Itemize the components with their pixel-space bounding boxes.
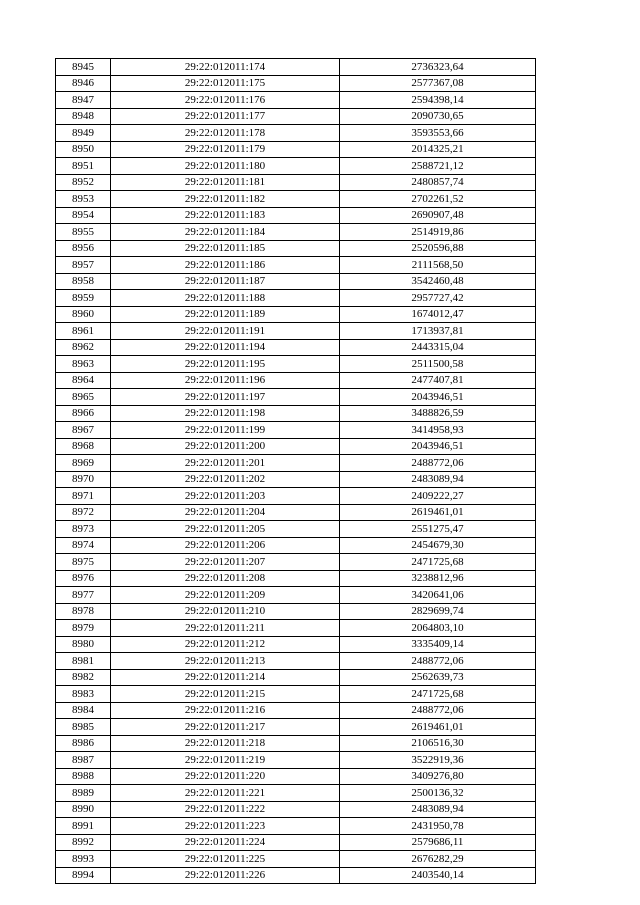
table-row: [56, 587, 536, 604]
table-row: [56, 702, 536, 719]
value-cell: 2579686,11: [340, 834, 536, 851]
value-cell: 2043946,51: [340, 389, 536, 406]
cadastral-number-cell: 29:22:012011:221: [111, 785, 340, 802]
row-number-cell: 8960: [56, 306, 111, 323]
table-row: [56, 207, 536, 224]
table-row: [56, 257, 536, 274]
table-row: [56, 455, 536, 472]
value-cell: 3488826,59: [340, 405, 536, 422]
cadastral-number-cell: 29:22:012011:175: [111, 75, 340, 92]
cadastral-number-cell: 29:22:012011:201: [111, 455, 340, 472]
table-row: [56, 191, 536, 208]
row-number-cell: 8961: [56, 323, 111, 340]
row-number-cell: 8986: [56, 735, 111, 752]
row-number-cell: 8993: [56, 851, 111, 868]
value-cell: 2090730,65: [340, 108, 536, 125]
value-cell: 2043946,51: [340, 438, 536, 455]
row-number-cell: 8956: [56, 240, 111, 257]
row-number-cell: 8987: [56, 752, 111, 769]
row-number-cell: 8994: [56, 867, 111, 884]
value-cell: 1674012,47: [340, 306, 536, 323]
table-row: [56, 669, 536, 686]
table-row: [56, 801, 536, 818]
value-cell: 2520596,88: [340, 240, 536, 257]
row-number-cell: 8979: [56, 620, 111, 637]
row-number-cell: 8969: [56, 455, 111, 472]
table-row: [56, 174, 536, 191]
cadastral-number-cell: 29:22:012011:187: [111, 273, 340, 290]
row-number-cell: 8966: [56, 405, 111, 422]
cadastral-number-cell: 29:22:012011:211: [111, 620, 340, 637]
row-number-cell: 8985: [56, 719, 111, 736]
cadastral-number-cell: 29:22:012011:194: [111, 339, 340, 356]
table-row: [56, 537, 536, 554]
cadastral-number-cell: 29:22:012011:199: [111, 422, 340, 439]
value-cell: 2829699,74: [340, 603, 536, 620]
row-number-cell: 8992: [56, 834, 111, 851]
value-cell: 2483089,94: [340, 801, 536, 818]
cadastral-number-cell: 29:22:012011:223: [111, 818, 340, 835]
cadastral-number-cell: 29:22:012011:198: [111, 405, 340, 422]
row-number-cell: 8959: [56, 290, 111, 307]
cadastral-number-cell: 29:22:012011:179: [111, 141, 340, 158]
row-number-cell: 8977: [56, 587, 111, 604]
value-cell: 2480857,74: [340, 174, 536, 191]
row-number-cell: 8968: [56, 438, 111, 455]
cadastral-number-cell: 29:22:012011:212: [111, 636, 340, 653]
value-cell: 2702261,52: [340, 191, 536, 208]
table-row: [56, 290, 536, 307]
cadastral-number-cell: 29:22:012011:178: [111, 125, 340, 142]
table-row: [56, 851, 536, 868]
row-number-cell: 8990: [56, 801, 111, 818]
cadastral-number-cell: 29:22:012011:191: [111, 323, 340, 340]
cadastral-number-cell: 29:22:012011:181: [111, 174, 340, 191]
cadastral-number-cell: 29:22:012011:219: [111, 752, 340, 769]
cadastral-number-cell: 29:22:012011:184: [111, 224, 340, 241]
table-row: [56, 108, 536, 125]
cadastral-number-cell: 29:22:012011:208: [111, 570, 340, 587]
row-number-cell: 8963: [56, 356, 111, 373]
cadastral-number-cell: 29:22:012011:188: [111, 290, 340, 307]
cadastral-number-cell: 29:22:012011:203: [111, 488, 340, 505]
value-cell: 2471725,68: [340, 686, 536, 703]
cadastral-number-cell: 29:22:012011:222: [111, 801, 340, 818]
cadastral-number-cell: 29:22:012011:197: [111, 389, 340, 406]
table-row: [56, 224, 536, 241]
table-row: [56, 636, 536, 653]
row-number-cell: 8948: [56, 108, 111, 125]
value-cell: 3593553,66: [340, 125, 536, 142]
value-cell: 3542460,48: [340, 273, 536, 290]
value-cell: 2488772,06: [340, 653, 536, 670]
table-row: [56, 735, 536, 752]
table-row: [56, 867, 536, 884]
cadastral-number-cell: 29:22:012011:196: [111, 372, 340, 389]
cadastral-number-cell: 29:22:012011:206: [111, 537, 340, 554]
value-cell: 2619461,01: [340, 504, 536, 521]
row-number-cell: 8950: [56, 141, 111, 158]
row-number-cell: 8947: [56, 92, 111, 109]
table-row: [56, 438, 536, 455]
table-row: [56, 75, 536, 92]
table-row: [56, 686, 536, 703]
cadastral-number-cell: 29:22:012011:204: [111, 504, 340, 521]
cadastral-number-cell: 29:22:012011:182: [111, 191, 340, 208]
value-cell: 3414958,93: [340, 422, 536, 439]
table-row: [56, 92, 536, 109]
row-number-cell: 8952: [56, 174, 111, 191]
cadastral-number-cell: 29:22:012011:202: [111, 471, 340, 488]
row-number-cell: 8972: [56, 504, 111, 521]
table-row: [56, 339, 536, 356]
table-row: [56, 752, 536, 769]
table-row: [56, 603, 536, 620]
table-row: [56, 620, 536, 637]
value-cell: 2957727,42: [340, 290, 536, 307]
value-cell: 2488772,06: [340, 455, 536, 472]
value-cell: 2594398,14: [340, 92, 536, 109]
cadastral-number-cell: 29:22:012011:189: [111, 306, 340, 323]
cadastral-number-cell: 29:22:012011:185: [111, 240, 340, 257]
table-row: [56, 653, 536, 670]
row-number-cell: 8958: [56, 273, 111, 290]
row-number-cell: 8965: [56, 389, 111, 406]
row-number-cell: 8962: [56, 339, 111, 356]
row-number-cell: 8970: [56, 471, 111, 488]
value-cell: 2443315,04: [340, 339, 536, 356]
value-cell: 2431950,78: [340, 818, 536, 835]
value-cell: 2551275,47: [340, 521, 536, 538]
table-row: [56, 158, 536, 175]
cadastral-number-cell: 29:22:012011:176: [111, 92, 340, 109]
table-body: [56, 59, 536, 884]
value-cell: 3522919,36: [340, 752, 536, 769]
cadastral-number-cell: 29:22:012011:216: [111, 702, 340, 719]
value-cell: 2471725,68: [340, 554, 536, 571]
value-cell: 2588721,12: [340, 158, 536, 175]
value-cell: 3420641,06: [340, 587, 536, 604]
value-cell: 2106516,30: [340, 735, 536, 752]
row-number-cell: 8974: [56, 537, 111, 554]
data-table: [55, 58, 536, 884]
row-number-cell: 8954: [56, 207, 111, 224]
table-row: [56, 504, 536, 521]
table-row: [56, 570, 536, 587]
row-number-cell: 8989: [56, 785, 111, 802]
table-row: [56, 141, 536, 158]
value-cell: 2514919,86: [340, 224, 536, 241]
row-number-cell: 8964: [56, 372, 111, 389]
value-cell: 2409222,27: [340, 488, 536, 505]
table-row: [56, 785, 536, 802]
row-number-cell: 8976: [56, 570, 111, 587]
cadastral-number-cell: 29:22:012011:215: [111, 686, 340, 703]
table-row: [56, 719, 536, 736]
value-cell: 2500136,32: [340, 785, 536, 802]
value-cell: 3409276,80: [340, 768, 536, 785]
value-cell: 2619461,01: [340, 719, 536, 736]
table-row: [56, 818, 536, 835]
value-cell: 3238812,96: [340, 570, 536, 587]
row-number-cell: 8973: [56, 521, 111, 538]
row-number-cell: 8951: [56, 158, 111, 175]
table-row: [56, 405, 536, 422]
table-row: [56, 834, 536, 851]
cadastral-number-cell: 29:22:012011:205: [111, 521, 340, 538]
value-cell: 2488772,06: [340, 702, 536, 719]
cadastral-number-cell: 29:22:012011:210: [111, 603, 340, 620]
row-number-cell: 8988: [56, 768, 111, 785]
cadastral-number-cell: 29:22:012011:224: [111, 834, 340, 851]
cadastral-number-cell: 29:22:012011:209: [111, 587, 340, 604]
row-number-cell: 8949: [56, 125, 111, 142]
row-number-cell: 8984: [56, 702, 111, 719]
table-row: [56, 356, 536, 373]
row-number-cell: 8957: [56, 257, 111, 274]
value-cell: 2511500,58: [340, 356, 536, 373]
value-cell: 2477407,81: [340, 372, 536, 389]
row-number-cell: 8983: [56, 686, 111, 703]
row-number-cell: 8975: [56, 554, 111, 571]
cadastral-number-cell: 29:22:012011:200: [111, 438, 340, 455]
table-row: [56, 554, 536, 571]
value-cell: 2454679,30: [340, 537, 536, 554]
value-cell: 2111568,50: [340, 257, 536, 274]
table-row: [56, 273, 536, 290]
value-cell: 3335409,14: [340, 636, 536, 653]
cadastral-number-cell: 29:22:012011:177: [111, 108, 340, 125]
cadastral-number-cell: 29:22:012011:225: [111, 851, 340, 868]
row-number-cell: 8981: [56, 653, 111, 670]
row-number-cell: 8946: [56, 75, 111, 92]
value-cell: 2577367,08: [340, 75, 536, 92]
table-row: [56, 521, 536, 538]
cadastral-number-cell: 29:22:012011:207: [111, 554, 340, 571]
table-row: [56, 240, 536, 257]
value-cell: 2676282,29: [340, 851, 536, 868]
row-number-cell: 8978: [56, 603, 111, 620]
value-cell: 2064803,10: [340, 620, 536, 637]
row-number-cell: 8945: [56, 59, 111, 76]
cadastral-number-cell: 29:22:012011:213: [111, 653, 340, 670]
value-cell: 2483089,94: [340, 471, 536, 488]
row-number-cell: 8967: [56, 422, 111, 439]
table-row: [56, 59, 536, 76]
cadastral-number-cell: 29:22:012011:218: [111, 735, 340, 752]
table-row: [56, 306, 536, 323]
table-row: [56, 372, 536, 389]
cadastral-number-cell: 29:22:012011:226: [111, 867, 340, 884]
cadastral-number-cell: 29:22:012011:186: [111, 257, 340, 274]
value-cell: 2014325,21: [340, 141, 536, 158]
table-row: [56, 471, 536, 488]
row-number-cell: 8991: [56, 818, 111, 835]
table-row: [56, 488, 536, 505]
table-row: [56, 768, 536, 785]
value-cell: 1713937,81: [340, 323, 536, 340]
row-number-cell: 8971: [56, 488, 111, 505]
row-number-cell: 8953: [56, 191, 111, 208]
value-cell: 2690907,48: [340, 207, 536, 224]
value-cell: 2403540,14: [340, 867, 536, 884]
row-number-cell: 8955: [56, 224, 111, 241]
cadastral-number-cell: 29:22:012011:174: [111, 59, 340, 76]
row-number-cell: 8980: [56, 636, 111, 653]
row-number-cell: 8982: [56, 669, 111, 686]
table-row: [56, 389, 536, 406]
cadastral-number-cell: 29:22:012011:220: [111, 768, 340, 785]
table-row: [56, 125, 536, 142]
cadastral-number-cell: 29:22:012011:214: [111, 669, 340, 686]
cadastral-number-cell: 29:22:012011:180: [111, 158, 340, 175]
table-row: [56, 323, 536, 340]
cadastral-number-cell: 29:22:012011:217: [111, 719, 340, 736]
cadastral-number-cell: 29:22:012011:195: [111, 356, 340, 373]
value-cell: 2562639,73: [340, 669, 536, 686]
value-cell: 2736323,64: [340, 59, 536, 76]
cadastral-number-cell: 29:22:012011:183: [111, 207, 340, 224]
table-row: [56, 422, 536, 439]
